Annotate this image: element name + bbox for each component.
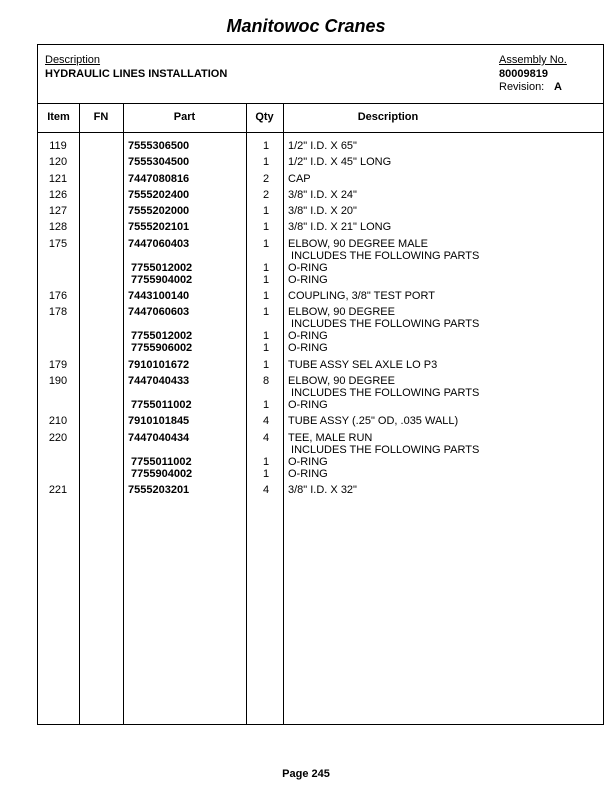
item-number: 176 — [48, 290, 68, 303]
table-row — [38, 238, 603, 290]
item-number: 121 — [48, 172, 68, 185]
quantity: 1 — [262, 306, 270, 319]
subpart-description: O-RING — [288, 273, 328, 286]
quantity: 1 — [262, 140, 270, 152]
quantity: 1 — [262, 358, 270, 371]
part-description: TEE, MALE RUN — [288, 431, 373, 444]
part-note: INCLUDES THE FOLLOWING PARTS — [288, 443, 480, 456]
item-number: 128 — [48, 221, 68, 234]
table-row — [38, 156, 603, 172]
subpart-quantity: 1 — [262, 398, 270, 411]
part-number: 7555203201 — [128, 483, 190, 496]
part-number: 7443100140 — [128, 290, 190, 303]
subpart-number: 7755904002 — [131, 273, 193, 286]
parts-list — [38, 140, 603, 500]
item-number: 210 — [48, 415, 68, 428]
part-description: TUBE ASSY SEL AXLE LO P3 — [288, 358, 438, 371]
column-header-description: Description — [357, 111, 419, 123]
subpart-number: 7755012002 — [131, 261, 193, 274]
table-row — [38, 140, 603, 156]
subpart-description: O-RING — [288, 455, 328, 468]
table-row — [38, 290, 603, 306]
table-row — [38, 306, 603, 358]
part-note: INCLUDES THE FOLLOWING PARTS — [288, 318, 480, 331]
part-number: 7910101672 — [128, 358, 190, 371]
quantity: 1 — [262, 290, 270, 303]
item-number: 178 — [48, 306, 68, 319]
table-row — [38, 415, 603, 431]
description-label: Description — [45, 54, 101, 66]
quantity: 1 — [262, 205, 270, 218]
part-number: 7447080816 — [128, 172, 190, 185]
item-number: 119 — [49, 140, 67, 152]
subpart-number: 7755011002 — [131, 398, 192, 411]
subpart-number: 7755012002 — [131, 330, 193, 343]
column-header-fn: FN — [93, 111, 109, 123]
table-row — [38, 173, 603, 189]
part-note: INCLUDES THE FOLLOWING PARTS — [288, 386, 480, 399]
parts-table-frame — [37, 44, 604, 725]
part-description: 3/8" I.D. X 20" — [288, 205, 357, 218]
assembly-label: Assembly No. — [499, 54, 567, 66]
quantity: 4 — [262, 483, 270, 496]
item-number: 120 — [48, 156, 68, 169]
column-header-qty: Qty — [255, 111, 274, 123]
subpart-quantity: 1 — [262, 261, 270, 274]
item-number: 179 — [48, 358, 68, 371]
part-note: INCLUDES THE FOLLOWING PARTS — [288, 249, 480, 262]
subpart-quantity: 1 — [262, 455, 270, 468]
quantity: 1 — [262, 221, 270, 234]
table-row — [38, 359, 603, 375]
subpart-description: O-RING — [288, 398, 328, 411]
page-number: Page 245 — [282, 768, 330, 780]
item-number: 127 — [48, 205, 68, 218]
assembly-header — [38, 45, 603, 104]
quantity: 2 — [262, 172, 270, 185]
subpart-number: 7755906002 — [131, 342, 193, 355]
item-number: 220 — [48, 431, 68, 444]
item-number: 190 — [48, 374, 68, 387]
part-description: 3/8" I.D. X 32" — [288, 483, 357, 496]
part-number: 7447040433 — [128, 374, 190, 387]
table-row — [38, 189, 603, 205]
document-title: Manitowoc Cranes — [226, 16, 386, 36]
table-row — [38, 221, 603, 237]
assembly-value: 80009819 — [499, 68, 548, 80]
subpart-quantity: 1 — [262, 342, 270, 355]
part-description: CAP — [288, 172, 311, 185]
quantity: 1 — [262, 237, 270, 250]
subpart-description: O-RING — [288, 330, 328, 343]
part-description: 1/2" I.D. X 45" LONG — [288, 156, 392, 169]
part-description: ELBOW, 90 DEGREE — [288, 306, 395, 319]
subpart-number: 7755904002 — [131, 467, 193, 480]
table-row — [38, 205, 603, 221]
part-description: 1/2" I.D. X 65" — [288, 140, 357, 152]
column-header-item: Item — [47, 111, 70, 123]
part-number: 7555202101 — [128, 221, 190, 234]
part-description: 3/8" I.D. X 24" — [288, 188, 357, 201]
subpart-description: O-RING — [288, 261, 328, 274]
part-number: 7555304500 — [128, 156, 190, 169]
revision-label: Revision: — [499, 81, 545, 93]
part-number: 7555202400 — [128, 188, 190, 201]
part-number: 7555202000 — [128, 205, 190, 218]
table-row — [38, 484, 603, 500]
description-value: HYDRAULIC LINES INSTALLATION — [45, 68, 228, 80]
part-number: 7447040434 — [128, 431, 190, 444]
part-description: TUBE ASSY (.25" OD, .035 WALL) — [288, 415, 459, 428]
quantity: 1 — [262, 156, 270, 169]
subpart-quantity: 1 — [262, 330, 270, 343]
part-description: ELBOW, 90 DEGREE MALE — [288, 237, 428, 250]
subpart-number: 7755011002 — [131, 455, 192, 468]
quantity: 8 — [262, 374, 270, 387]
part-number: 7910101845 — [128, 415, 190, 428]
subpart-quantity: 1 — [262, 467, 270, 480]
part-number: 7555306500 — [128, 140, 190, 152]
subpart-quantity: 1 — [262, 273, 270, 286]
item-number: 175 — [48, 237, 68, 250]
quantity: 2 — [262, 188, 270, 201]
subpart-description: O-RING — [288, 342, 328, 355]
item-number: 221 — [48, 483, 68, 496]
table-row — [38, 432, 603, 484]
column-header-part: Part — [173, 111, 196, 123]
quantity: 4 — [262, 415, 270, 428]
part-description: ELBOW, 90 DEGREE — [288, 374, 395, 387]
part-number: 7447060603 — [128, 306, 190, 319]
subpart-description: O-RING — [288, 467, 328, 480]
table-row — [38, 375, 603, 415]
part-number: 7447060403 — [128, 237, 190, 250]
item-number: 126 — [48, 188, 68, 201]
revision-value: A — [554, 81, 562, 93]
part-description: COUPLING, 3/8" TEST PORT — [288, 290, 435, 303]
quantity: 4 — [262, 431, 270, 444]
part-description: 3/8" I.D. X 21" LONG — [288, 221, 392, 234]
